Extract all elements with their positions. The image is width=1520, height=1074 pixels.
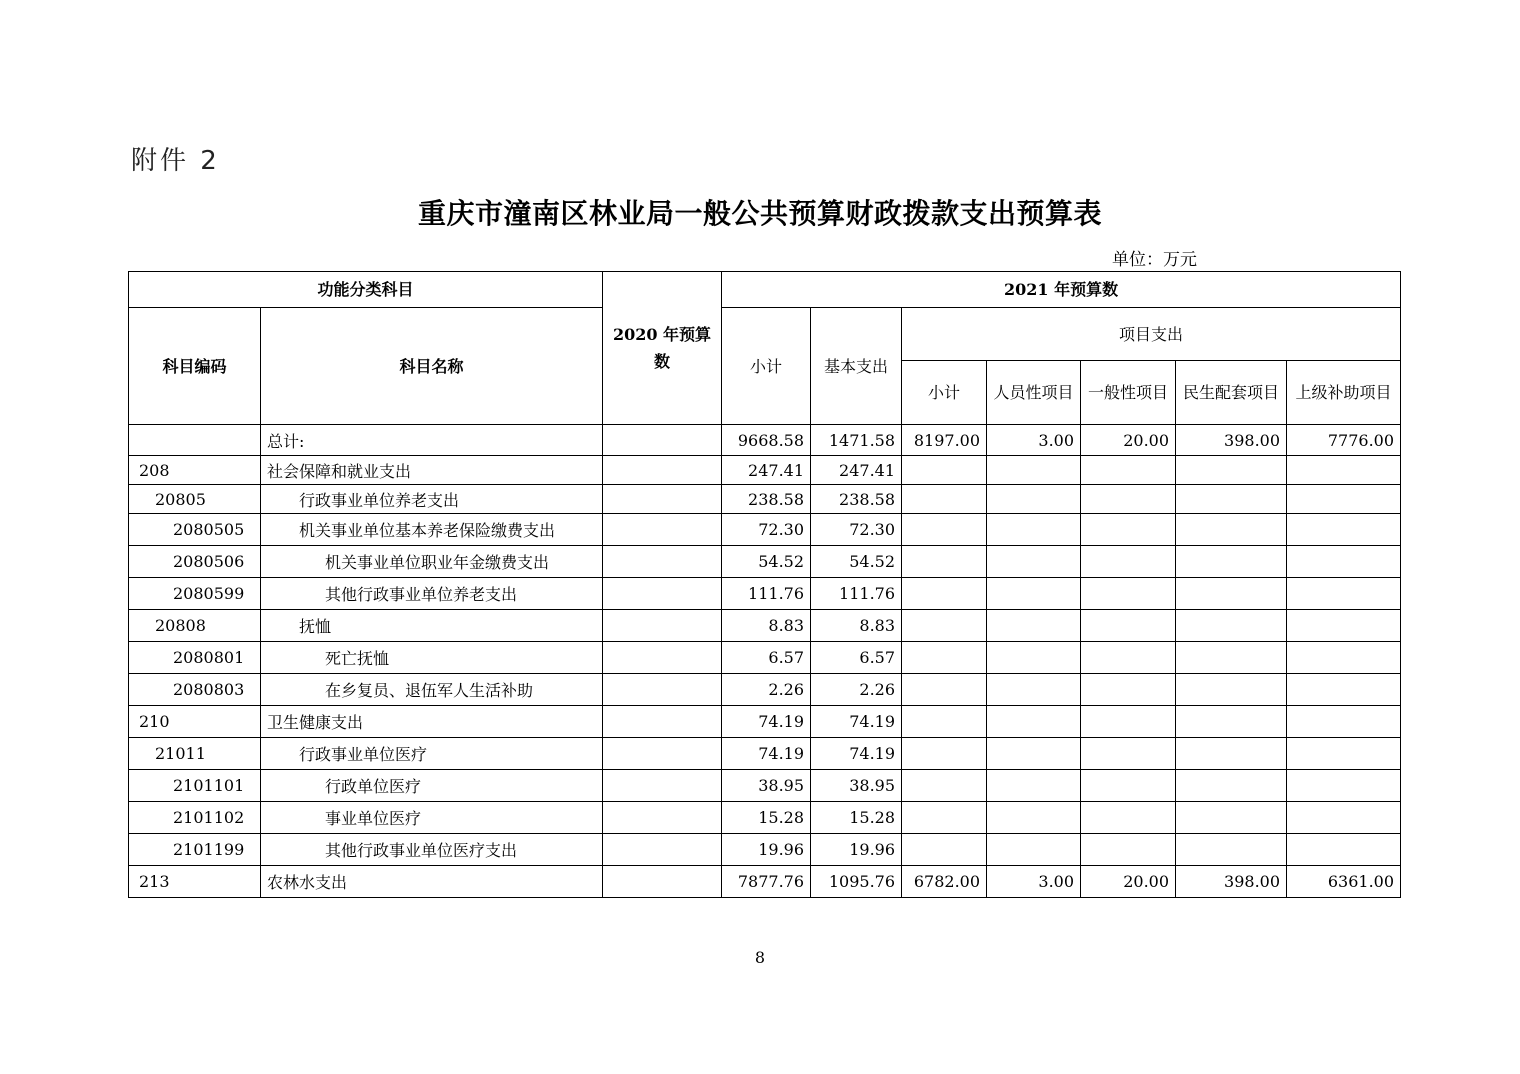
cell-code: 2080506 bbox=[129, 546, 261, 578]
cell-personnel bbox=[987, 674, 1081, 706]
cell-proj-sub bbox=[902, 485, 987, 514]
cell-basic: 2.26 bbox=[811, 674, 902, 706]
cell-name: 社会保障和就业支出 bbox=[261, 456, 603, 485]
header-personnel: 人员性项目 bbox=[987, 361, 1081, 425]
cell-basic: 6.57 bbox=[811, 642, 902, 674]
cell-personnel bbox=[987, 578, 1081, 610]
cell-basic: 238.58 bbox=[811, 485, 902, 514]
cell-livelihood bbox=[1176, 610, 1287, 642]
cell-superior: 7776.00 bbox=[1287, 425, 1401, 456]
header-budget-2021: 2021 年预算数 bbox=[722, 272, 1401, 308]
cell-proj-sub bbox=[902, 802, 987, 834]
cell-basic: 72.30 bbox=[811, 514, 902, 546]
cell-general bbox=[1081, 456, 1176, 485]
cell-code: 20805 bbox=[129, 485, 261, 514]
cell-subtotal: 9668.58 bbox=[722, 425, 811, 456]
header-func-class: 功能分类科目 bbox=[129, 272, 603, 308]
cell-personnel bbox=[987, 456, 1081, 485]
cell-code: 2080505 bbox=[129, 514, 261, 546]
cell-livelihood bbox=[1176, 485, 1287, 514]
cell-name: 总计: bbox=[261, 425, 603, 456]
cell-personnel bbox=[987, 770, 1081, 802]
cell-superior bbox=[1287, 642, 1401, 674]
table-row bbox=[129, 770, 1401, 802]
table-row bbox=[129, 642, 1401, 674]
budget-table-body bbox=[129, 425, 1401, 898]
cell-basic: 8.83 bbox=[811, 610, 902, 642]
cell-superior: 6361.00 bbox=[1287, 866, 1401, 898]
cell-subtotal: 238.58 bbox=[722, 485, 811, 514]
cell-superior bbox=[1287, 456, 1401, 485]
cell-personnel bbox=[987, 514, 1081, 546]
cell-b2020 bbox=[603, 514, 722, 546]
cell-superior bbox=[1287, 578, 1401, 610]
table-row bbox=[129, 834, 1401, 866]
table-row bbox=[129, 456, 1401, 485]
cell-basic: 19.96 bbox=[811, 834, 902, 866]
cell-personnel bbox=[987, 642, 1081, 674]
cell-proj-sub bbox=[902, 514, 987, 546]
cell-general bbox=[1081, 674, 1176, 706]
header-code: 科目编码 bbox=[129, 308, 261, 425]
cell-b2020 bbox=[603, 674, 722, 706]
cell-basic: 38.95 bbox=[811, 770, 902, 802]
cell-superior bbox=[1287, 802, 1401, 834]
header-superior: 上级补助项目 bbox=[1287, 361, 1401, 425]
cell-name: 卫生健康支出 bbox=[261, 706, 603, 738]
table-row bbox=[129, 485, 1401, 514]
cell-subtotal: 54.52 bbox=[722, 546, 811, 578]
cell-personnel: 3.00 bbox=[987, 866, 1081, 898]
cell-b2020 bbox=[603, 642, 722, 674]
table-row bbox=[129, 674, 1401, 706]
cell-name: 行政事业单位医疗 bbox=[261, 738, 603, 770]
cell-general bbox=[1081, 802, 1176, 834]
cell-code bbox=[129, 425, 261, 456]
cell-personnel: 3.00 bbox=[987, 425, 1081, 456]
cell-b2020 bbox=[603, 834, 722, 866]
cell-personnel bbox=[987, 485, 1081, 514]
cell-personnel bbox=[987, 834, 1081, 866]
cell-livelihood bbox=[1176, 514, 1287, 546]
header-general: 一般性项目 bbox=[1081, 361, 1176, 425]
cell-b2020 bbox=[603, 866, 722, 898]
cell-general bbox=[1081, 706, 1176, 738]
cell-basic: 1471.58 bbox=[811, 425, 902, 456]
cell-proj-sub bbox=[902, 770, 987, 802]
header-livelihood: 民生配套项目 bbox=[1176, 361, 1287, 425]
cell-b2020 bbox=[603, 546, 722, 578]
cell-superior bbox=[1287, 770, 1401, 802]
cell-proj-sub: 6782.00 bbox=[902, 866, 987, 898]
cell-basic: 15.28 bbox=[811, 802, 902, 834]
cell-personnel bbox=[987, 802, 1081, 834]
cell-basic: 111.76 bbox=[811, 578, 902, 610]
cell-livelihood bbox=[1176, 546, 1287, 578]
header-subtotal: 小计 bbox=[722, 308, 811, 425]
page-number: 8 bbox=[754, 948, 766, 967]
cell-subtotal: 247.41 bbox=[722, 456, 811, 485]
cell-general: 20.00 bbox=[1081, 425, 1176, 456]
cell-code: 2101102 bbox=[129, 802, 261, 834]
cell-name: 行政单位医疗 bbox=[261, 770, 603, 802]
cell-name: 行政事业单位养老支出 bbox=[261, 485, 603, 514]
cell-livelihood bbox=[1176, 456, 1287, 485]
header-project: 项目支出 bbox=[902, 308, 1401, 361]
cell-b2020 bbox=[603, 706, 722, 738]
cell-superior bbox=[1287, 834, 1401, 866]
cell-subtotal: 6.57 bbox=[722, 642, 811, 674]
cell-general bbox=[1081, 642, 1176, 674]
cell-proj-sub bbox=[902, 610, 987, 642]
cell-b2020 bbox=[603, 770, 722, 802]
cell-general bbox=[1081, 485, 1176, 514]
cell-subtotal: 19.96 bbox=[722, 834, 811, 866]
cell-name: 在乡复员、退伍军人生活补助 bbox=[261, 674, 603, 706]
cell-superior bbox=[1287, 514, 1401, 546]
cell-livelihood: 398.00 bbox=[1176, 866, 1287, 898]
table-row bbox=[129, 546, 1401, 578]
cell-general bbox=[1081, 514, 1176, 546]
cell-proj-sub bbox=[902, 738, 987, 770]
cell-b2020 bbox=[603, 738, 722, 770]
cell-subtotal: 111.76 bbox=[722, 578, 811, 610]
cell-subtotal: 74.19 bbox=[722, 706, 811, 738]
table-row bbox=[129, 706, 1401, 738]
cell-superior bbox=[1287, 546, 1401, 578]
cell-subtotal: 2.26 bbox=[722, 674, 811, 706]
cell-name: 其他行政事业单位养老支出 bbox=[261, 578, 603, 610]
cell-personnel bbox=[987, 610, 1081, 642]
cell-proj-sub: 8197.00 bbox=[902, 425, 987, 456]
cell-superior bbox=[1287, 610, 1401, 642]
cell-general bbox=[1081, 834, 1176, 866]
cell-personnel bbox=[987, 738, 1081, 770]
header-proj-subtotal: 小计 bbox=[902, 361, 987, 425]
cell-code: 20808 bbox=[129, 610, 261, 642]
cell-b2020 bbox=[603, 456, 722, 485]
cell-code: 208 bbox=[129, 456, 261, 485]
cell-livelihood bbox=[1176, 706, 1287, 738]
cell-name: 抚恤 bbox=[261, 610, 603, 642]
cell-code: 21011 bbox=[129, 738, 261, 770]
cell-b2020 bbox=[603, 578, 722, 610]
cell-subtotal: 15.28 bbox=[722, 802, 811, 834]
cell-subtotal: 74.19 bbox=[722, 738, 811, 770]
header-basic: 基本支出 bbox=[811, 308, 902, 425]
cell-personnel bbox=[987, 706, 1081, 738]
cell-proj-sub bbox=[902, 834, 987, 866]
cell-personnel bbox=[987, 546, 1081, 578]
document-title: 重庆市潼南区林业局一般公共预算财政拨款支出预算表 bbox=[417, 197, 1102, 230]
cell-general bbox=[1081, 738, 1176, 770]
cell-livelihood bbox=[1176, 642, 1287, 674]
cell-livelihood bbox=[1176, 802, 1287, 834]
cell-code: 2080801 bbox=[129, 642, 261, 674]
cell-subtotal: 72.30 bbox=[722, 514, 811, 546]
budget-table bbox=[128, 271, 1401, 898]
cell-name: 事业单位医疗 bbox=[261, 802, 603, 834]
cell-general bbox=[1081, 770, 1176, 802]
cell-general bbox=[1081, 578, 1176, 610]
cell-code: 2080599 bbox=[129, 578, 261, 610]
cell-subtotal: 7877.76 bbox=[722, 866, 811, 898]
table-row bbox=[129, 514, 1401, 546]
table-row bbox=[129, 738, 1401, 770]
cell-b2020 bbox=[603, 802, 722, 834]
cell-livelihood bbox=[1176, 738, 1287, 770]
cell-general bbox=[1081, 610, 1176, 642]
cell-code: 213 bbox=[129, 866, 261, 898]
cell-livelihood bbox=[1176, 674, 1287, 706]
cell-proj-sub bbox=[902, 706, 987, 738]
cell-basic: 74.19 bbox=[811, 738, 902, 770]
cell-code: 2101199 bbox=[129, 834, 261, 866]
cell-basic: 74.19 bbox=[811, 706, 902, 738]
cell-proj-sub bbox=[902, 674, 987, 706]
table-row bbox=[129, 610, 1401, 642]
cell-superior bbox=[1287, 738, 1401, 770]
cell-basic: 247.41 bbox=[811, 456, 902, 485]
cell-proj-sub bbox=[902, 642, 987, 674]
cell-livelihood bbox=[1176, 834, 1287, 866]
cell-b2020 bbox=[603, 610, 722, 642]
header-name: 科目名称 bbox=[261, 308, 603, 425]
cell-superior bbox=[1287, 485, 1401, 514]
cell-basic: 54.52 bbox=[811, 546, 902, 578]
cell-name: 农林水支出 bbox=[261, 866, 603, 898]
cell-livelihood bbox=[1176, 578, 1287, 610]
cell-proj-sub bbox=[902, 546, 987, 578]
cell-b2020 bbox=[603, 485, 722, 514]
attachment-label: 附件 2 bbox=[131, 146, 220, 176]
cell-code: 2101101 bbox=[129, 770, 261, 802]
cell-name: 其他行政事业单位医疗支出 bbox=[261, 834, 603, 866]
cell-code: 2080803 bbox=[129, 674, 261, 706]
cell-subtotal: 8.83 bbox=[722, 610, 811, 642]
cell-livelihood bbox=[1176, 770, 1287, 802]
cell-superior bbox=[1287, 706, 1401, 738]
cell-superior bbox=[1287, 674, 1401, 706]
unit-label: 单位：万元 bbox=[1112, 250, 1197, 270]
cell-proj-sub bbox=[902, 456, 987, 485]
table-row bbox=[129, 866, 1401, 898]
table-row bbox=[129, 425, 1401, 456]
cell-name: 死亡抚恤 bbox=[261, 642, 603, 674]
cell-b2020 bbox=[603, 425, 722, 456]
cell-code: 210 bbox=[129, 706, 261, 738]
cell-proj-sub bbox=[902, 578, 987, 610]
cell-livelihood: 398.00 bbox=[1176, 425, 1287, 456]
cell-name: 机关事业单位职业年金缴费支出 bbox=[261, 546, 603, 578]
table-row bbox=[129, 802, 1401, 834]
header-budget-2020: 2020 年预算数 bbox=[603, 272, 722, 425]
cell-general bbox=[1081, 546, 1176, 578]
cell-subtotal: 38.95 bbox=[722, 770, 811, 802]
table-row bbox=[129, 578, 1401, 610]
cell-name: 机关事业单位基本养老保险缴费支出 bbox=[261, 514, 603, 546]
cell-basic: 1095.76 bbox=[811, 866, 902, 898]
cell-general: 20.00 bbox=[1081, 866, 1176, 898]
